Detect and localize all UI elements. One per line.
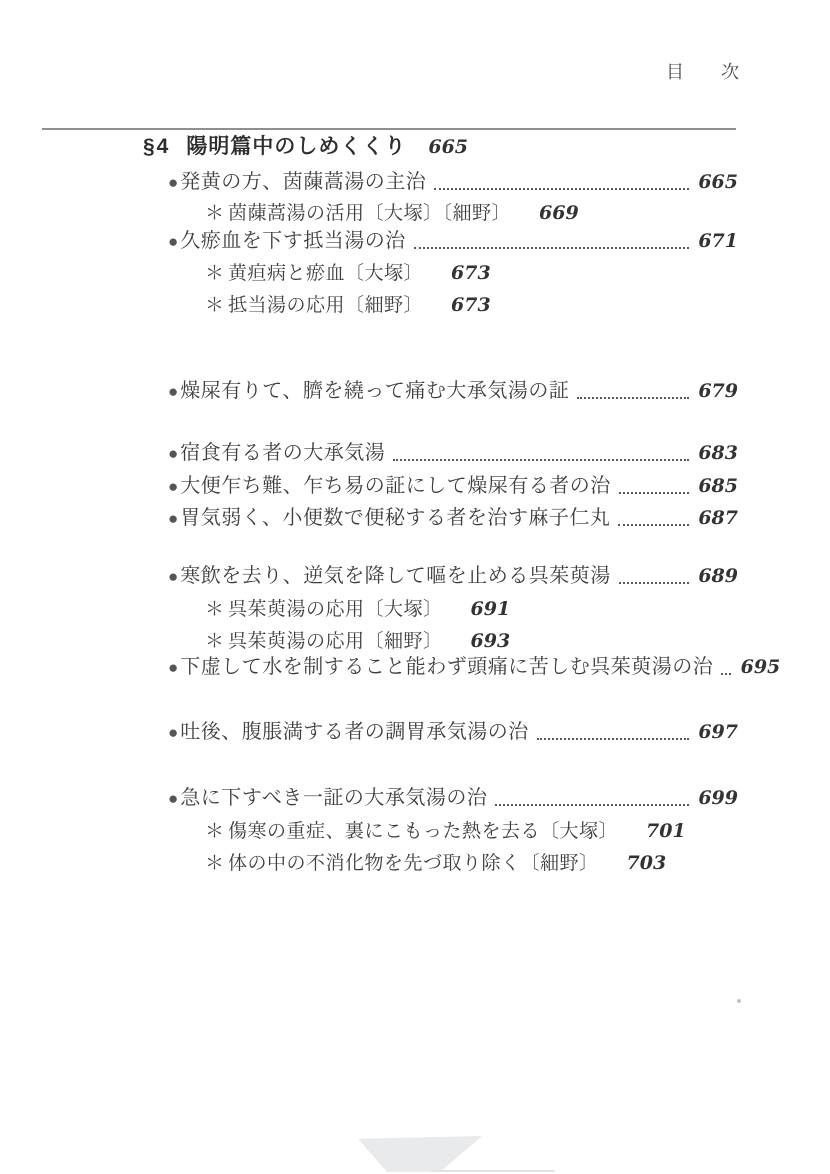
dot-leader — [393, 459, 689, 461]
toc-page-number: 683 — [698, 442, 738, 464]
bullet-icon: ● — [168, 722, 179, 742]
toc-entry — [168, 377, 738, 405]
asterisk-icon: ＊ — [205, 263, 225, 284]
bullet-icon: ● — [168, 566, 179, 586]
toc-subentry — [205, 291, 738, 319]
scan-artifact — [352, 1134, 562, 1174]
section-title: 陽明篇中のしめくくり — [186, 135, 407, 158]
bullet-icon: ● — [168, 381, 179, 401]
toc-page-number: 703 — [626, 852, 667, 874]
page-title-char: 目 — [666, 62, 685, 82]
dot-leader — [619, 492, 689, 494]
toc-page-number: 689 — [698, 565, 738, 587]
dot-leader — [618, 524, 689, 526]
asterisk-icon: ＊ — [205, 853, 225, 874]
toc-entry — [168, 718, 738, 746]
bullet-icon: ● — [168, 172, 179, 192]
asterisk-icon: ＊ — [205, 599, 225, 620]
toc-entry-title: 急に下すべき一証の大承気湯の治 — [180, 787, 488, 809]
toc-entry — [168, 227, 738, 255]
toc-entry-title: 燥屎有りて、臍を繞って痛む大承気湯の証 — [180, 380, 570, 402]
bullet-icon: ● — [168, 443, 179, 463]
toc-entry-title: 吐後、腹脹満する者の調胃承気湯の治 — [180, 721, 529, 743]
bullet-icon: ● — [168, 508, 179, 528]
toc-page-number: 687 — [698, 507, 738, 529]
asterisk-icon: ＊ — [205, 295, 225, 316]
toc-subentry — [205, 627, 738, 655]
bullet-icon: ● — [168, 231, 179, 251]
toc-page-number: 665 — [698, 171, 738, 193]
toc-page-number: 673 — [451, 294, 491, 316]
asterisk-icon: ＊ — [205, 821, 225, 842]
toc-entry — [168, 439, 738, 467]
toc-page-number: 685 — [698, 475, 738, 497]
toc-entry — [168, 504, 738, 532]
toc-entry — [168, 472, 738, 500]
toc-subentry-title: 呉茱萸湯の応用〔細野〕 — [228, 631, 443, 652]
toc-page-number: 691 — [470, 598, 511, 620]
toc-page-number: 693 — [470, 630, 511, 652]
toc-page-number: 701 — [646, 820, 686, 842]
toc-subentry-title: 抵当湯の応用〔細野〕 — [228, 295, 424, 316]
dot-leader — [577, 397, 689, 399]
toc-subentry-title: 呉茱萸湯の応用〔大塚〕 — [228, 599, 443, 620]
dot-leader — [537, 738, 689, 740]
page-title — [666, 58, 740, 84]
toc-page-number: 669 — [539, 202, 579, 224]
toc-page-number: 671 — [698, 230, 738, 252]
dot-leader — [495, 804, 689, 806]
toc-entry-title: 発黄の方、茵蔯蒿湯の主治 — [180, 171, 427, 193]
toc-entry — [168, 562, 738, 590]
toc-subentry — [205, 259, 738, 287]
dot-leader — [721, 673, 731, 675]
dot-leader — [414, 247, 689, 249]
toc-page-number: 673 — [451, 262, 491, 284]
toc-page-number: 695 — [740, 656, 781, 678]
toc-subentry-title: 黄疸病と瘀血〔大塚〕 — [228, 263, 424, 284]
toc-subentry — [205, 595, 738, 623]
page-title-char: 次 — [721, 62, 740, 82]
header-divider — [42, 128, 736, 130]
toc-page-number: 679 — [698, 380, 738, 402]
section-page-number: 665 — [428, 136, 469, 158]
section-heading — [143, 133, 738, 161]
toc-entry-title: 下虚して水を制すること能わず頭痛に苦しむ呉茱萸湯の治 — [180, 656, 714, 678]
toc-subentry-title: 体の中の不消化物を先づ取り除く〔細野〕 — [228, 853, 599, 874]
toc-page-number: 699 — [698, 787, 738, 809]
bullet-icon: ● — [168, 657, 179, 677]
asterisk-icon: ＊ — [205, 203, 225, 224]
toc-entry — [168, 653, 781, 681]
bullet-icon: ● — [168, 788, 179, 808]
scan-artifact-line — [430, 1170, 555, 1172]
toc-page-number: 697 — [698, 721, 738, 743]
toc-entry — [168, 168, 738, 196]
toc-entry-title: 寒飲を去り、逆気を降して嘔を止める呉茱萸湯 — [180, 565, 611, 587]
toc-entry-title: 大便乍ち難、乍ち易の証にして燥屎有る者の治 — [180, 475, 611, 497]
dot-leader — [619, 582, 689, 584]
section-number: §4 — [143, 135, 171, 158]
toc-subentry — [205, 199, 738, 227]
toc-subentry-title: 茵蔯蒿湯の活用〔大塚〕〔細野〕 — [228, 203, 512, 224]
scan-speck — [737, 999, 741, 1003]
bullet-icon: ● — [168, 476, 179, 496]
toc-entry-title: 久瘀血を下す抵当湯の治 — [180, 230, 406, 252]
toc-subentry-title: 傷寒の重症、裏にこもった熱を去る〔大塚〕 — [228, 821, 619, 842]
dot-leader — [434, 188, 689, 190]
toc-entry — [168, 784, 738, 812]
asterisk-icon: ＊ — [205, 631, 225, 652]
toc-subentry — [205, 849, 738, 877]
toc-subentry — [205, 817, 738, 845]
toc-entry-title: 胃気弱く、小便数で便秘する者を治す麻子仁丸 — [180, 507, 611, 529]
toc-entry-title: 宿食有る者の大承気湯 — [180, 442, 386, 464]
